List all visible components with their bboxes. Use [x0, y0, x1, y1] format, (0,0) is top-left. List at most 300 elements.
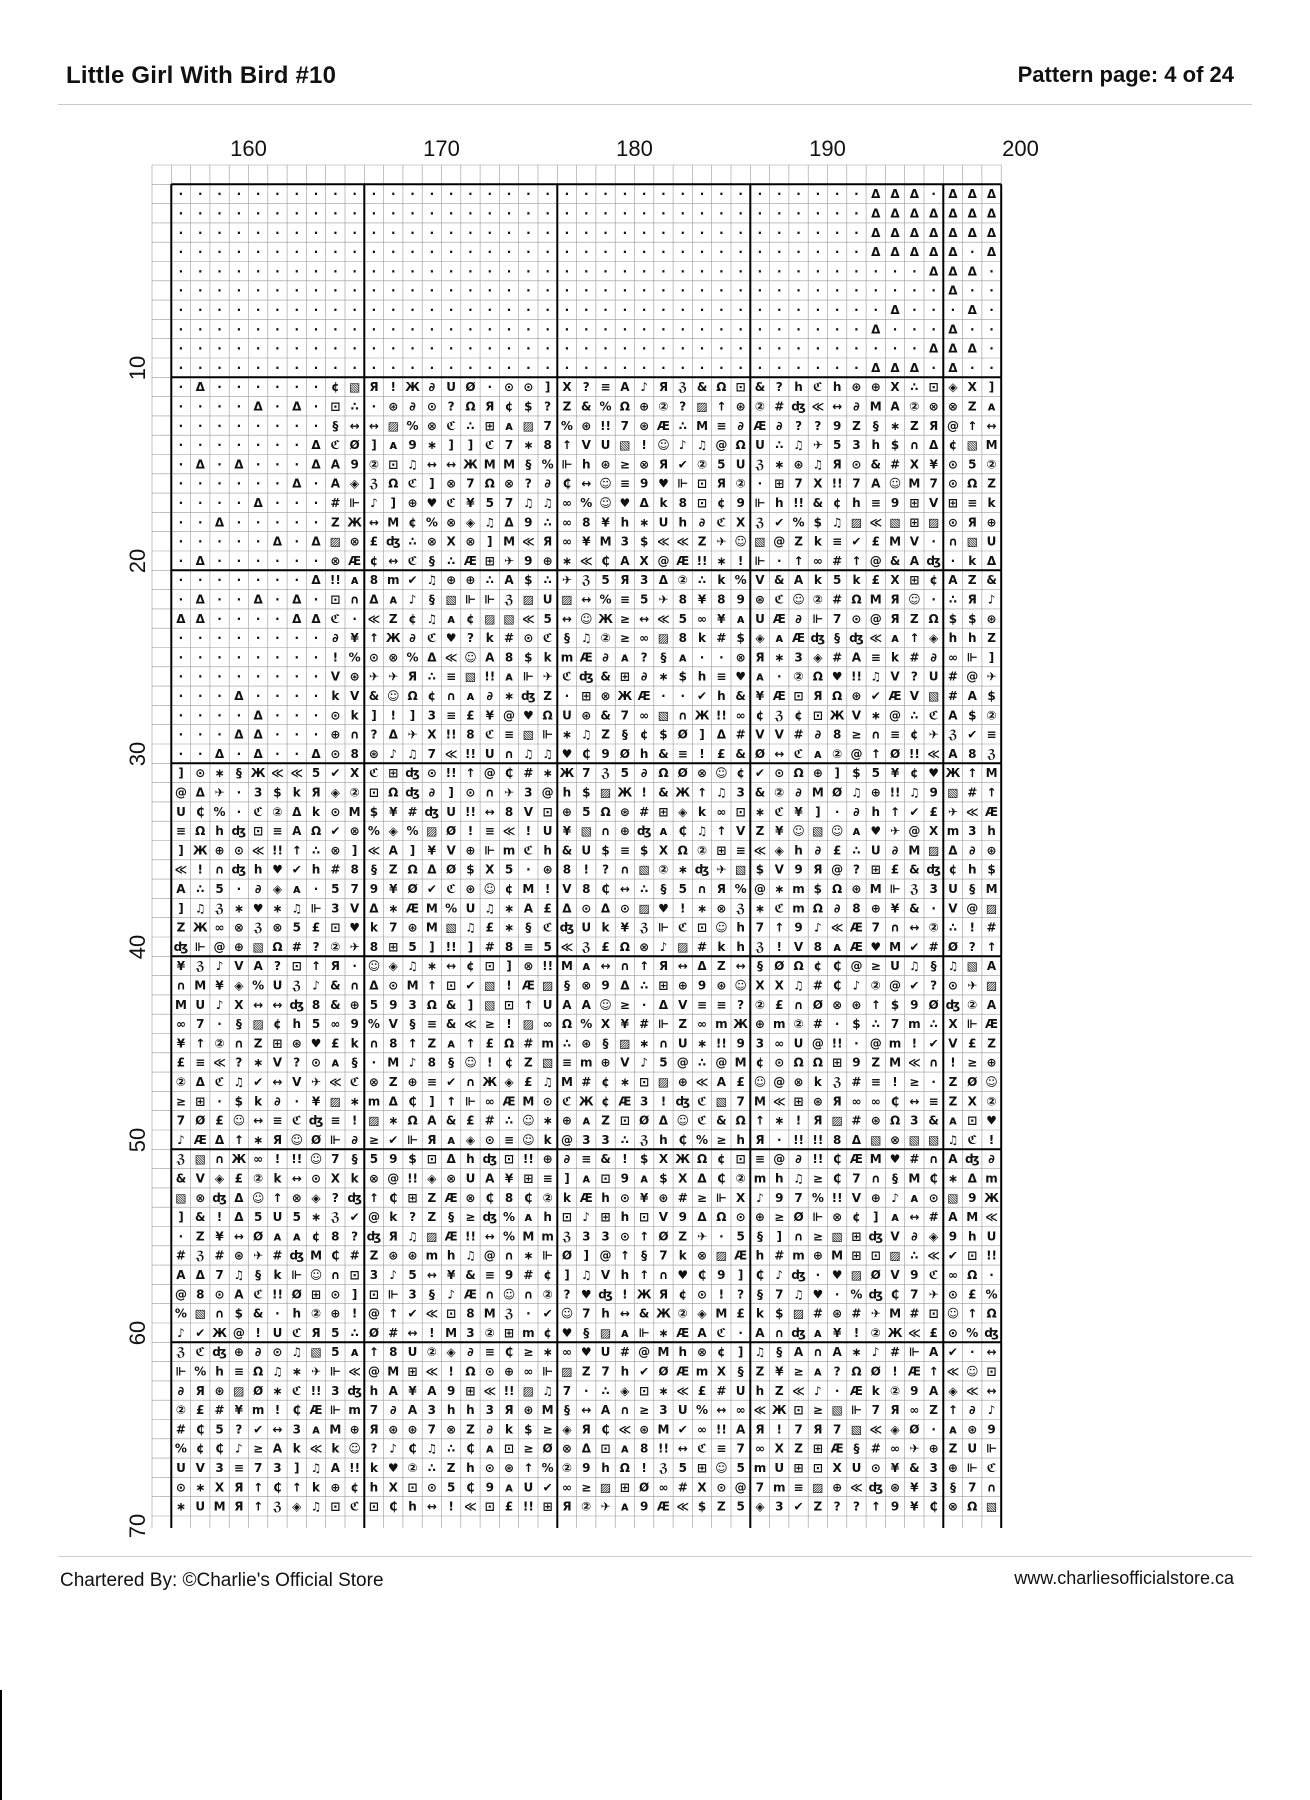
stitch-symbol: ℭ	[716, 1325, 727, 1340]
stitch-symbol: !	[969, 920, 975, 935]
stitch-symbol: ∴	[485, 573, 494, 588]
stitch-symbol: ⊞	[523, 1171, 534, 1186]
stitch-symbol: ⊞	[909, 495, 920, 510]
stitch-symbol: ②	[870, 1325, 881, 1340]
stitch-symbol: X	[639, 553, 649, 568]
stitch-symbol: ↑	[619, 1248, 630, 1263]
stitch-symbol: ∗	[619, 1074, 630, 1089]
stitch-symbol: ·	[719, 360, 724, 375]
stitch-symbol: ☺	[888, 476, 902, 491]
stitch-symbol: ▧	[252, 939, 264, 954]
stitch-symbol: $	[659, 727, 668, 742]
stitch-symbol: ·	[583, 187, 589, 202]
stitch-symbol: U	[870, 843, 881, 858]
stitch-symbol: ⊕	[677, 978, 688, 993]
stitch-symbol: ·	[931, 1422, 936, 1437]
stitch-symbol: ≥	[812, 1229, 823, 1244]
stitch-symbol: Ӕ	[463, 1287, 477, 1302]
stitch-symbol: ▧	[734, 862, 747, 877]
stitch-symbol: ≪	[908, 1325, 921, 1340]
stitch-symbol: ↑	[986, 939, 997, 954]
stitch-symbol: ·	[545, 225, 550, 240]
stitch-symbol: k	[350, 708, 359, 723]
stitch-symbol: ↑	[233, 1132, 244, 1147]
stitch-symbol: ?	[293, 1055, 301, 1070]
stitch-symbol: ·	[873, 302, 879, 317]
stitch-symbol: &	[735, 688, 746, 703]
stitch-symbol: h	[871, 804, 881, 819]
stitch-symbol: ·	[680, 341, 686, 356]
stitch-symbol: 7	[794, 1190, 803, 1205]
stitch-symbol: ℭ	[774, 804, 785, 819]
stitch-symbol: ⊛	[504, 1460, 515, 1475]
stitch-symbol: ʤ	[598, 1287, 613, 1302]
stitch-symbol: ℨ	[639, 920, 649, 935]
stitch-symbol: ₵	[929, 1171, 938, 1186]
stitch-symbol: !!	[445, 727, 457, 742]
stitch-symbol: A	[948, 708, 958, 723]
stitch-symbol: #	[697, 939, 708, 954]
stitch-symbol: ♪	[891, 1190, 899, 1205]
stitch-symbol: ⊛	[851, 881, 862, 896]
stitch-symbol: Z	[601, 1113, 610, 1128]
stitch-symbol: ·	[776, 187, 782, 202]
stitch-symbol: £	[524, 1074, 533, 1089]
stitch-symbol: 9	[794, 920, 803, 935]
stitch-symbol: ·	[410, 225, 415, 240]
stitch-symbol: ʤ	[636, 824, 652, 839]
stitch-symbol: ·	[892, 341, 898, 356]
stitch-symbol: ⊡	[407, 1480, 418, 1495]
stitch-symbol: Δ	[851, 1132, 862, 1147]
stitch-symbol: 8	[717, 592, 726, 607]
stitch-symbol: &	[735, 746, 746, 761]
stitch-symbol: ℨ	[774, 708, 784, 723]
stitch-symbol: ∩	[793, 997, 804, 1012]
stitch-symbol: §	[563, 631, 570, 646]
stitch-symbol: ·	[487, 225, 493, 240]
stitch-symbol: ·	[294, 1094, 300, 1109]
stitch-symbol: ⊛	[581, 1036, 592, 1051]
page-counter: Pattern page: 4 of 24	[1017, 62, 1234, 87]
stitch-symbol: !!	[715, 708, 727, 723]
stitch-symbol: M	[869, 1152, 882, 1167]
stitch-symbol: ?	[602, 862, 610, 877]
stitch-symbol: ✈	[909, 1441, 920, 1456]
stitch-symbol: ♫	[851, 785, 862, 800]
stitch-symbol: ∞	[870, 1094, 881, 1109]
stitch-symbol: ⊩	[715, 1190, 727, 1205]
stitch-symbol: !	[429, 1325, 435, 1340]
stitch-symbol: ≥	[619, 457, 630, 472]
stitch-symbol: 3	[968, 824, 977, 839]
stitch-symbol: Ω	[561, 1017, 573, 1032]
stitch-symbol: ·	[197, 225, 203, 240]
stitch-symbol: ∗	[175, 1499, 186, 1514]
stitch-symbol: ∞	[909, 1403, 920, 1418]
stitch-symbol: Z	[388, 1074, 398, 1089]
stitch-symbol: ·	[255, 631, 261, 646]
stitch-symbol: ≡	[272, 1113, 283, 1128]
stitch-symbol: ᴀ	[987, 399, 996, 414]
stitch-symbol: ·	[236, 322, 242, 337]
stitch-symbol: Z	[678, 1229, 688, 1244]
stitch-symbol: Ж	[212, 1325, 227, 1340]
stitch-symbol: Ӕ	[907, 1364, 921, 1379]
stitch-symbol: 7	[253, 1460, 263, 1475]
stitch-symbol: 8	[504, 1190, 514, 1205]
stitch-symbol: ·	[275, 360, 280, 375]
stitch-symbol: ↔	[233, 1229, 244, 1244]
stitch-symbol: k	[968, 553, 977, 568]
stitch-symbol: !!	[831, 1036, 843, 1051]
stitch-symbol: ·	[661, 225, 666, 240]
stitch-symbol: ʤ	[289, 1248, 305, 1263]
stitch-symbol: ʤ	[868, 1287, 884, 1302]
stitch-symbol: ᴀ	[833, 939, 842, 954]
stitch-symbol: Δ	[234, 688, 244, 703]
stitch-symbol: ·	[197, 534, 203, 549]
stitch-symbol: k	[698, 631, 707, 646]
stitch-symbol: Δ	[253, 495, 263, 510]
stitch-symbol: ≥	[870, 959, 881, 974]
stitch-symbol: ↑	[291, 1480, 302, 1495]
stitch-symbol: ℭ	[407, 553, 418, 568]
stitch-symbol: Ω	[619, 399, 630, 414]
stitch-symbol: !!	[522, 1152, 534, 1167]
stitch-symbol: ✔	[407, 573, 418, 588]
stitch-symbol: ᴀ	[640, 1171, 649, 1186]
stitch-symbol: Δ	[658, 1113, 669, 1128]
stitch-symbol: ·	[255, 322, 261, 337]
stitch-symbol: ·	[603, 302, 608, 317]
stitch-symbol: ∞	[253, 1152, 264, 1167]
stitch-symbol: M	[985, 438, 998, 453]
stitch-symbol: 9	[775, 1190, 784, 1205]
stitch-symbol: ·	[583, 302, 589, 317]
stitch-symbol: U	[986, 1229, 997, 1244]
stitch-symbol: #	[832, 592, 843, 607]
stitch-symbol: ·	[603, 341, 608, 356]
stitch-symbol: k	[331, 688, 340, 703]
stitch-symbol: #	[175, 1422, 186, 1437]
stitch-symbol: ·	[448, 245, 454, 260]
stitch-symbol: M	[522, 881, 535, 896]
stitch-symbol: ¥	[427, 843, 437, 858]
stitch-symbol: ℭ	[291, 1113, 302, 1128]
stitch-symbol: ℭ	[484, 727, 495, 742]
stitch-symbol: Ø	[967, 1074, 978, 1089]
stitch-symbol: ¢	[678, 1287, 687, 1302]
stitch-symbol: ·	[796, 360, 801, 375]
stitch-symbol: ·	[217, 418, 222, 433]
stitch-symbol: ·	[313, 206, 319, 221]
stitch-symbol: ⊙	[947, 1287, 958, 1302]
stitch-symbol: ʤ	[984, 1325, 999, 1340]
stitch-symbol: ?	[331, 1190, 339, 1205]
stitch-symbol: ¢	[717, 1345, 726, 1360]
stitch-symbol: Я	[658, 457, 669, 472]
stitch-symbol: ⊡	[253, 824, 264, 839]
stitch-symbol: ?	[737, 1287, 745, 1302]
stitch-symbol: ∂	[409, 631, 416, 646]
stitch-symbol: ⊗	[446, 515, 457, 530]
stitch-symbol: ·	[854, 322, 859, 337]
stitch-symbol: ⊩	[966, 1460, 978, 1475]
stitch-symbol: §	[351, 1055, 358, 1070]
stitch-symbol: Δ	[253, 746, 263, 761]
stitch-symbol: ·	[178, 322, 184, 337]
stitch-symbol: ᴀ	[813, 746, 822, 761]
stitch-symbol: A	[832, 1345, 842, 1360]
stitch-symbol: ·	[468, 225, 473, 240]
stitch-symbol: ▧	[657, 708, 670, 723]
stitch-symbol: §	[602, 1036, 609, 1051]
stitch-symbol: ·	[583, 1383, 589, 1398]
stitch-symbol: ]	[467, 939, 474, 954]
stitch-symbol: Ж	[636, 1287, 652, 1302]
stitch-symbol: !!	[329, 573, 341, 588]
stitch-symbol: ·	[815, 360, 821, 375]
stitch-symbol: X	[446, 534, 456, 549]
stitch-symbol: Δ	[967, 341, 977, 356]
stitch-symbol: ]	[776, 1229, 782, 1244]
stitch-symbol: @	[483, 766, 496, 781]
stitch-symbol: ♪	[987, 592, 996, 607]
stitch-symbol: ·	[661, 245, 666, 260]
stitch-symbol: ·	[854, 245, 859, 260]
stitch-symbol: ⊗	[368, 1171, 379, 1186]
stitch-symbol: Z	[716, 1499, 726, 1514]
stitch-symbol: ·	[699, 245, 705, 260]
stitch-symbol: ₵	[678, 824, 687, 839]
stitch-symbol: ]	[583, 1248, 589, 1263]
stitch-symbol: Ø	[310, 1132, 322, 1147]
stitch-symbol: !	[988, 1132, 995, 1147]
stitch-symbol: ℨ	[562, 1229, 572, 1244]
stitch-symbol: Δ	[214, 1132, 225, 1147]
stitch-symbol: ∩	[484, 1287, 495, 1302]
stitch-symbol: ≪	[927, 1248, 940, 1263]
stitch-symbol: ⊕	[349, 1422, 360, 1437]
stitch-symbol: ʤ	[849, 631, 864, 646]
stitch-symbol: h	[755, 1248, 765, 1263]
stitch-symbol: ·	[969, 360, 975, 375]
stitch-symbol: ·	[217, 573, 222, 588]
stitch-symbol: ·	[255, 669, 261, 684]
stitch-symbol: §	[641, 1248, 648, 1263]
stitch-symbol: ▧	[850, 1422, 863, 1437]
stitch-symbol: ¥	[794, 804, 803, 819]
stitch-symbol: ♥	[445, 631, 457, 646]
stitch-symbol: #	[851, 1113, 862, 1128]
stitch-symbol: @	[773, 534, 786, 549]
stitch-symbol: ⊗	[639, 457, 650, 472]
stitch-symbol: Ø	[870, 1267, 881, 1282]
stitch-symbol: ·	[236, 399, 242, 414]
stitch-symbol: h	[215, 1364, 224, 1379]
stitch-symbol: ∴	[852, 843, 861, 858]
stitch-symbol: ·	[294, 418, 300, 433]
stitch-symbol: ·	[197, 746, 203, 761]
stitch-symbol: &	[330, 997, 341, 1012]
stitch-symbol: ¢	[929, 573, 938, 588]
stitch-symbol: 8	[350, 746, 359, 761]
stitch-symbol: !!	[908, 746, 920, 761]
stitch-symbol: Я	[427, 1132, 437, 1147]
stitch-symbol: ·	[236, 206, 242, 221]
stitch-symbol: A	[427, 1113, 437, 1128]
stitch-symbol: ·	[275, 322, 280, 337]
stitch-symbol: Я	[330, 959, 340, 974]
stitch-symbol: ↔	[272, 997, 283, 1012]
stitch-symbol: k	[273, 1171, 282, 1186]
stitch-symbol: §	[525, 457, 532, 472]
stitch-symbol: Ӕ	[772, 688, 786, 703]
stitch-symbol: ✈	[561, 573, 572, 588]
stitch-symbol: !!	[812, 1152, 824, 1167]
stitch-symbol: #	[639, 1017, 650, 1032]
stitch-symbol: ⊛	[639, 1422, 650, 1437]
stitch-symbol: ·	[931, 187, 936, 202]
stitch-symbol: k	[389, 1210, 398, 1225]
stitch-symbol: ·	[236, 611, 242, 626]
stitch-symbol: ·	[255, 283, 261, 298]
stitch-symbol: ◈	[678, 804, 688, 819]
stitch-symbol: Я	[755, 1132, 765, 1147]
stitch-symbol: Δ	[292, 592, 302, 607]
stitch-symbol: A	[986, 997, 997, 1012]
stitch-symbol: ·	[236, 476, 242, 491]
stitch-symbol: A	[948, 746, 958, 761]
stitch-symbol: ·	[738, 341, 743, 356]
stitch-symbol: ②	[214, 1036, 225, 1051]
stitch-symbol: ②	[561, 1460, 573, 1475]
stitch-symbol: ·	[757, 187, 763, 202]
stitch-symbol: A	[581, 997, 591, 1012]
stitch-symbol: ·	[680, 187, 686, 202]
stitch-symbol: ♪	[640, 380, 648, 395]
stitch-symbol: Ӕ	[656, 1499, 670, 1514]
stitch-symbol: ·	[448, 225, 454, 240]
stitch-symbol: X	[485, 862, 495, 877]
stitch-symbol: Я	[890, 611, 900, 626]
stitch-symbol: ∗	[658, 1325, 669, 1340]
stitch-symbol: ·	[197, 283, 203, 298]
stitch-symbol: ·	[622, 302, 628, 317]
stitch-symbol: ·	[197, 245, 203, 260]
stitch-symbol: 9	[987, 1422, 996, 1437]
stitch-symbol: ·	[776, 283, 782, 298]
stitch-symbol: Z	[774, 1383, 784, 1398]
stitch-symbol: ₵	[215, 1441, 224, 1456]
stitch-symbol: h	[446, 1403, 456, 1418]
stitch-symbol: A	[793, 1345, 804, 1360]
stitch-symbol: #	[214, 1248, 225, 1263]
stitch-symbol: ↑	[523, 997, 534, 1012]
stitch-symbol: ·	[352, 206, 357, 221]
stitch-symbol: U	[195, 997, 206, 1012]
stitch-symbol: ≪	[811, 399, 825, 414]
stitch-symbol: m	[792, 1248, 805, 1263]
stitch-symbol: ≪	[908, 1055, 921, 1070]
stitch-symbol: !	[699, 746, 705, 761]
stitch-symbol: ⊩	[908, 1345, 920, 1360]
stitch-symbol: U	[523, 1480, 534, 1495]
stitch-symbol: £	[717, 746, 726, 761]
stitch-symbol: 7	[871, 920, 880, 935]
stitch-symbol: ∴	[948, 592, 958, 607]
stitch-symbol: #	[330, 862, 341, 877]
stitch-symbol: Z	[909, 611, 919, 626]
stitch-symbol: ᴀ	[389, 592, 398, 607]
stitch-symbol: ·	[294, 380, 300, 395]
stitch-symbol: ⊕	[465, 843, 476, 858]
stitch-symbol: k	[331, 1441, 340, 1456]
stitch-symbol: !	[467, 824, 474, 839]
stitch-symbol: ·	[487, 187, 493, 202]
stitch-symbol: ·	[294, 727, 300, 742]
stitch-symbol: ☺	[753, 1074, 767, 1089]
stitch-symbol: ¢	[408, 611, 417, 626]
stitch-symbol: X	[813, 476, 823, 491]
stitch-symbol: A	[234, 1287, 244, 1302]
stitch-symbol: ⊡	[619, 1113, 630, 1128]
stitch-symbol: ᴀ	[350, 573, 359, 588]
stitch-symbol: $	[678, 669, 687, 684]
stitch-symbol: ⊞	[388, 939, 399, 954]
stitch-symbol: Δ	[253, 708, 263, 723]
stitch-symbol: A	[851, 650, 862, 665]
stitch-symbol: ◈	[504, 1074, 514, 1089]
stitch-symbol: !!	[889, 785, 901, 800]
stitch-symbol: ·	[275, 302, 280, 317]
stitch-symbol: A	[272, 1441, 283, 1456]
stitch-symbol: ↔	[349, 418, 360, 433]
stitch-symbol: ·	[603, 187, 608, 202]
stitch-symbol: Ӕ	[618, 1094, 632, 1109]
stitch-symbol: ◈	[214, 1171, 225, 1186]
stitch-symbol: U	[735, 457, 746, 472]
stitch-symbol: ⊩	[850, 1403, 862, 1418]
stitch-symbol: Δ	[909, 245, 919, 260]
stitch-symbol: ·	[912, 322, 917, 337]
stitch-symbol: ·	[815, 245, 821, 260]
stitch-symbol: ☺	[386, 688, 400, 703]
stitch-symbol: Δ	[311, 611, 321, 626]
stitch-symbol: ≪	[522, 534, 535, 549]
stitch-symbol: 7	[852, 1171, 861, 1186]
stitch-symbol: 9	[389, 1152, 398, 1167]
stitch-symbol: ∴	[562, 1036, 572, 1051]
stitch-symbol: ·	[217, 592, 222, 607]
stitch-symbol: Ӕ	[579, 650, 593, 665]
stitch-symbol: ⊙	[330, 708, 341, 723]
stitch-symbol: ↑	[407, 1036, 418, 1051]
stitch-symbol: ·	[719, 206, 724, 221]
stitch-symbol: k	[312, 1480, 321, 1495]
stitch-symbol: ·	[255, 553, 261, 568]
stitch-symbol: Ӕ	[676, 1364, 690, 1379]
stitch-symbol: ♪	[659, 939, 668, 954]
stitch-symbol: ↔	[716, 1403, 727, 1418]
stitch-symbol: ·	[661, 688, 666, 703]
stitch-symbol: ¢	[427, 688, 437, 703]
stitch-symbol: ·	[468, 245, 473, 260]
stitch-symbol: ℨ	[214, 901, 225, 916]
stitch-symbol: ∩	[523, 1287, 534, 1302]
stitch-symbol: ∩	[986, 1480, 997, 1495]
